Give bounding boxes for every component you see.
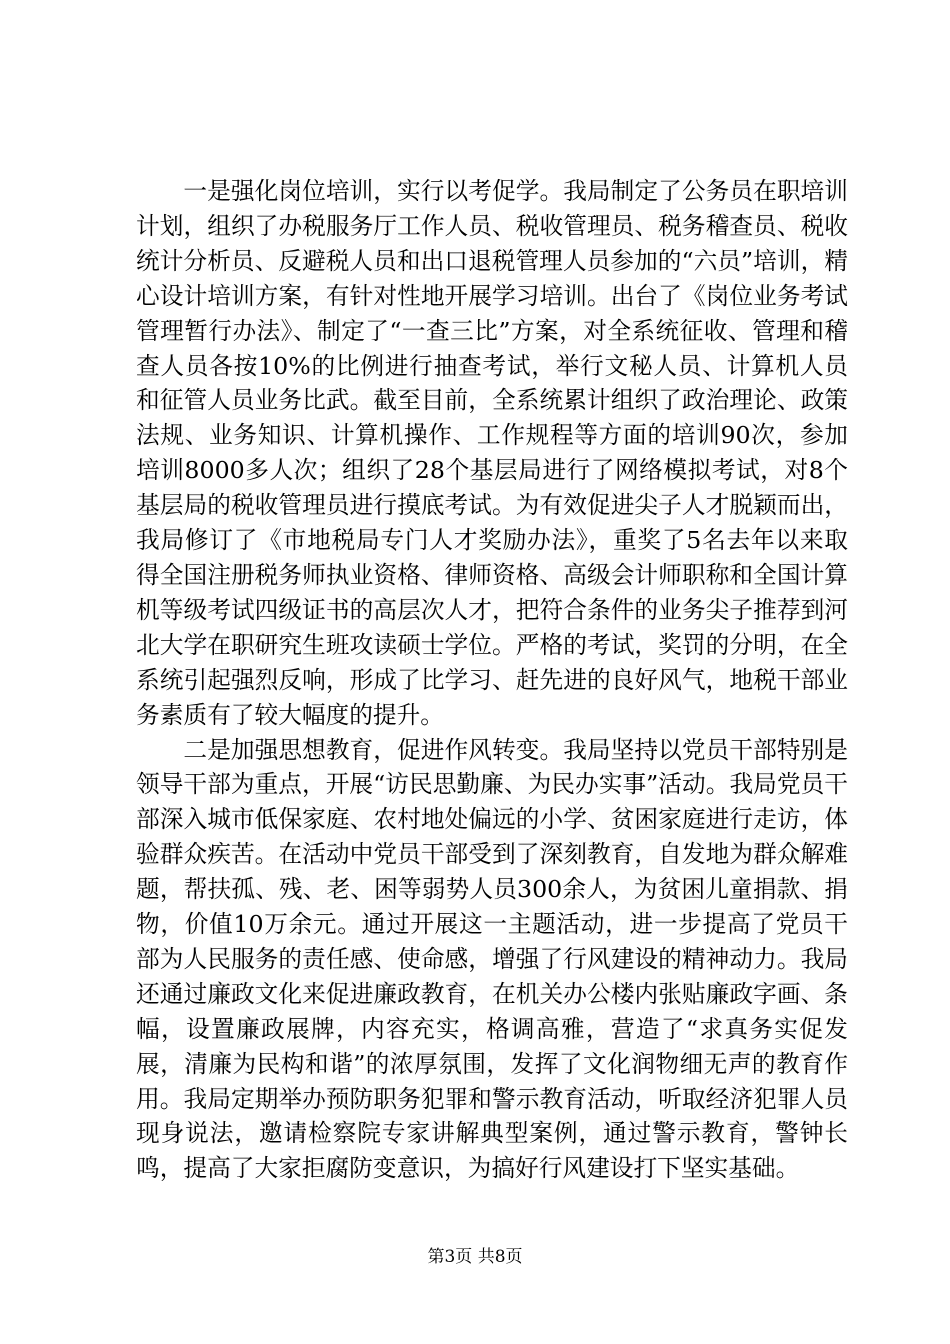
document-body: [136, 174, 848, 1186]
page-number: 第3页 共8页: [427, 1247, 523, 1267]
paragraph-ideological-education: 二是加强思想教育，促进作风转变。我局坚持以党员干部特别是领导干部为重点，开展“访民思勤廉、为民办实事”活动。我局党员干部深入城市低保家庭、农村地处偏远的小学、贫困家庭进行走访，体验群众疾苦。在活动中党员干部受到了深刻教育，自发地为群众解难题，帮扶孤、残、老、困等弱势人员300余人，为贫困儿童捐款、捐物，价值10万余元。通过开展这一主题活动，进一步提高了党员干部为人民服务的责任感、使命感，增强了行风建设的精神动力。我局还通过廉政文化来促进廉政教育，在机关办公楼内张贴廉政字画、条幅，设置廉政展牌，内容充实，格调高雅，营造了“求真务实促发展，清廉为民构和谐”的浓厚氛围，发挥了文化润物细无声的教育作用。我局定期举办预防职务犯罪和警示教育活动，听取经济犯罪人员现身说法，邀请检察院专家讲解典型案例，通过警示教育，警钟长鸣，提高了大家拒腐防变意识，为搞好行风建设打下坚实基础。: [136, 735, 848, 1183]
paragraph-job-training: 一是强化岗位培训，实行以考促学。我局制定了公务员在职培训计划，组织了办税服务厅工作人员、税收管理员、税务稽查员、税收统计分析员、反避税人员和出口退税管理人员参加的“六员”培训，精心设计培训方案，有针对性地开展学习培训。出台了《岗位业务考试管理暂行办法》、制定了“一查三比”方案，对全系统征收、管理和稽查人员各按10%的比例进行抽查考试，举行文秘人员、计算机人员和征管人员业务比武。截至目前，全系统累计组织了政治理论、政策法规、业务知识、计算机操作、工作规程等方面的培训90次，参加培训8000多人次；组织了28个基层局进行了网络模拟考试，对8个基层局的税收管理员进行摸底考试。为有效促进尖子人才脱颖而出，我局修订了《市地税局专门人才奖励办法》，重奖了5名去年以来取得全国注册税务师执业资格、律师资格、高级会计师职称和全国计算机等级考试四级证书的高层次人才，把符合条件的业务尖子推荐到河北大学在职研究生班攻读硕士学位。严格的考试，奖罚的分明，在全系统引起强烈反响，形成了比学习、赶先进的良好风气，地税干部业务素质有了较大幅度的提升。: [136, 177, 848, 729]
page-footer: [0, 1247, 950, 1267]
